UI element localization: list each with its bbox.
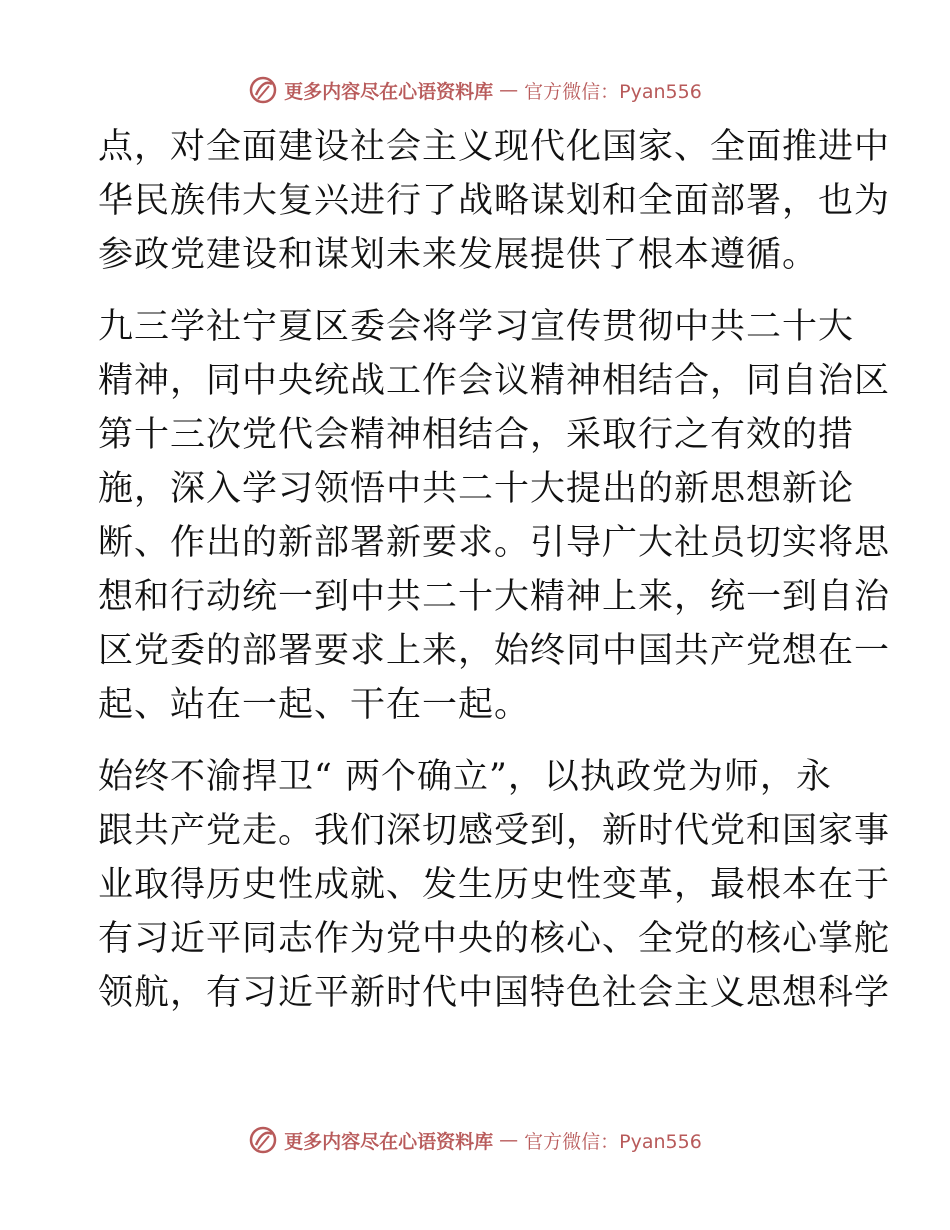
text-line: 区党委的部署要求上来，始终同中国共产党想在一 xyxy=(98,631,891,671)
header-wechat-text: 官方微信：Pyan556 xyxy=(524,80,702,103)
text-line: 九三学社宁夏区委会将学习宣传贯彻中共二十大 xyxy=(98,307,855,347)
text-line: 参政党建设和谋划未来发展提供了根本遵循。 xyxy=(98,235,819,275)
header-banner-separator: — xyxy=(499,79,519,101)
footer-banner xyxy=(0,1120,950,1160)
text-line: 第十三次党代会精神相结合，采取行之有效的措 xyxy=(98,415,855,455)
footer-banner-separator: — xyxy=(499,1129,519,1151)
text-line: 想和行动统一到中共二十大精神上来，统一到自治 xyxy=(98,577,891,617)
paragraph-2 xyxy=(98,300,891,732)
header-banner xyxy=(0,70,950,110)
text-line: 施，深入学习领悟中共二十大提出的新思想新论 xyxy=(98,469,855,509)
text-line: 断、作出的新部署新要求。引导广大社员切实将思 xyxy=(98,523,891,563)
logo-icon xyxy=(248,1125,278,1155)
text-line: 精神，同中央统战工作会议精神相结合，同自治区 xyxy=(98,361,891,401)
paragraph-1 xyxy=(98,120,891,282)
text-line: 领航，有习近平新时代中国特色社会主义思想科学 xyxy=(98,973,891,1013)
text-line: 业取得历史性成就、发生历史性变革，最根本在于 xyxy=(98,865,891,905)
document-body xyxy=(98,120,891,1020)
header-banner-text: 更多内容尽在心语资料库 xyxy=(284,80,494,103)
footer-banner-text: 更多内容尽在心语资料库 xyxy=(284,1130,494,1153)
text-line: 华民族伟大复兴进行了战略谋划和全面部署，也为 xyxy=(98,181,891,221)
text-line: 跟共产党走。我们深切感受到，新时代党和国家事 xyxy=(98,811,891,851)
footer-wechat-text: 官方微信：Pyan556 xyxy=(524,1130,702,1153)
logo-icon xyxy=(248,75,278,105)
text-line: 起、站在一起、干在一起。 xyxy=(98,685,531,725)
text-line: 有习近平同志作为党中央的核心、全党的核心掌舵 xyxy=(98,919,891,959)
paragraph-3 xyxy=(98,750,891,1020)
text-line: 点，对全面建设社会主义现代化国家、全面推进中 xyxy=(98,127,891,167)
text-line: 始终不渝捍卫“ 两个确立”，以执政党为师，永 xyxy=(98,757,832,797)
